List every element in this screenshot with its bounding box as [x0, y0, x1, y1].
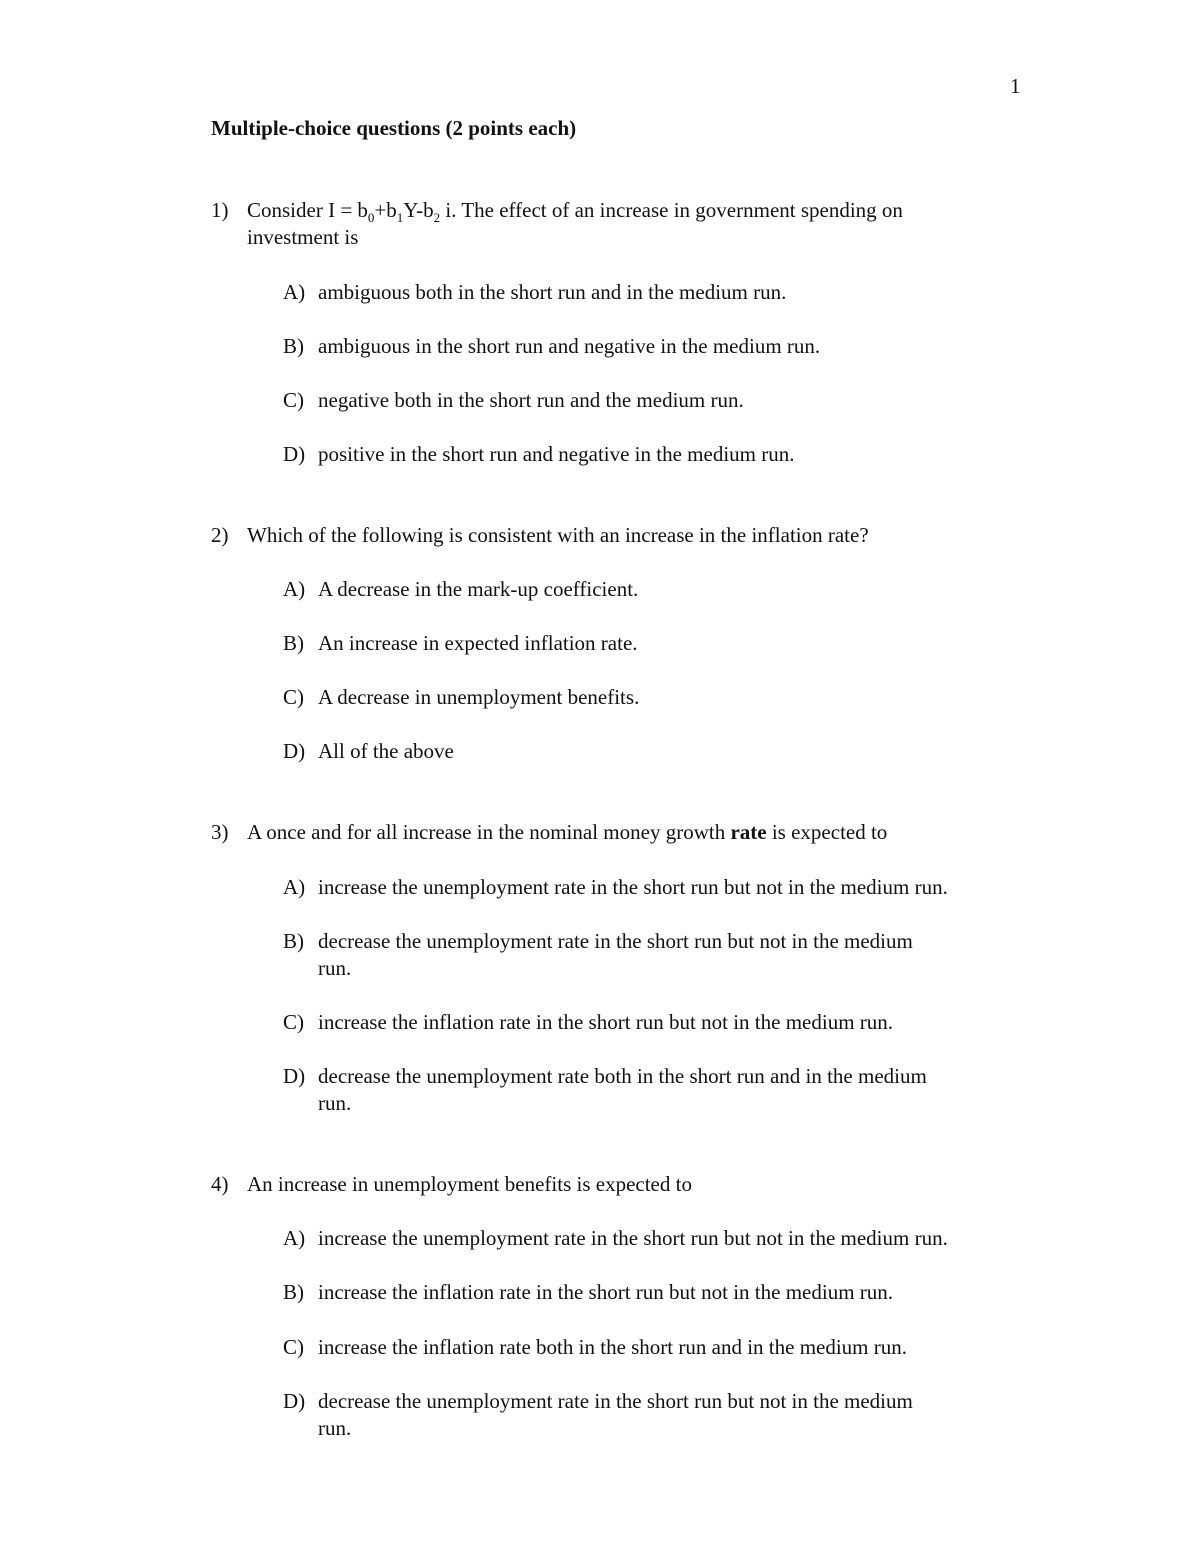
question-1-number: 1) [211, 198, 229, 222]
option-label: A) [283, 1226, 306, 1250]
option-label: D) [283, 1389, 306, 1413]
option-label: A) [283, 577, 306, 601]
option-text: All of the above [318, 739, 454, 763]
option-text: increase the unemployment rate in the short run but not in the medium run. [318, 875, 948, 899]
option-label: C) [283, 1335, 304, 1359]
option-text: negative both in the short run and the medium run. [318, 388, 744, 412]
option-text: A decrease in the mark-up coefficient. [318, 577, 639, 601]
option-text: decrease the unemployment rate both in the short run and in the medium [318, 1064, 927, 1088]
option-label: D) [283, 739, 306, 763]
option-text: decrease the unemployment rate in the short run but not in the medium [318, 1389, 913, 1413]
page-number: 1 [1010, 74, 1021, 98]
option-label: D) [283, 1064, 306, 1088]
option-label: B) [283, 334, 304, 358]
question-2-stem: Which of the following is consistent with an increase in the inflation rate? [247, 523, 869, 547]
option-label: D) [283, 442, 306, 466]
option-label: C) [283, 388, 304, 412]
option-text: increase the inflation rate in the short run but not in the medium run. [318, 1010, 894, 1034]
option-text: A decrease in unemployment benefits. [318, 685, 640, 709]
option-label: A) [283, 875, 306, 899]
option-text: decrease the unemployment rate in the short run but not in the medium [318, 929, 913, 953]
option-text: increase the unemployment rate in the short run but not in the medium run. [318, 1226, 948, 1250]
section-heading: Multiple-choice questions (2 points each) [211, 116, 577, 140]
option-text-continued: run. [318, 1091, 352, 1115]
option-label: B) [283, 631, 304, 655]
option-label: C) [283, 685, 304, 709]
option-text: ambiguous both in the short run and in the medium run. [318, 280, 787, 304]
question-4-stem: An increase in unemployment benefits is expected to [247, 1172, 692, 1196]
option-text-continued: run. [318, 1416, 352, 1440]
question-1-stem-line2: investment is [247, 225, 359, 249]
option-text: increase the inflation rate in the short run but not in the medium run. [318, 1280, 894, 1304]
option-text: positive in the short run and negative in the medium run. [318, 442, 795, 466]
option-label: B) [283, 929, 304, 953]
question-3-stem: A once and for all increase in the nominal money growth rate is expected to [247, 820, 888, 844]
option-label: A) [283, 280, 306, 304]
option-label: B) [283, 1280, 304, 1304]
question-2-number: 2) [211, 523, 229, 547]
option-text-continued: run. [318, 956, 352, 980]
option-text: increase the inflation rate both in the short run and in the medium run. [318, 1335, 908, 1359]
option-label: C) [283, 1010, 304, 1034]
option-text: An increase in expected inflation rate. [318, 631, 638, 655]
option-text: ambiguous in the short run and negative in the medium run. [318, 334, 821, 358]
question-4-number: 4) [211, 1172, 229, 1196]
question-1-stem: Consider $I = b_0+b_1Y-b_2$ i. The effect of an increase in government spending on [247, 198, 903, 226]
question-3-number: 3) [211, 820, 229, 844]
